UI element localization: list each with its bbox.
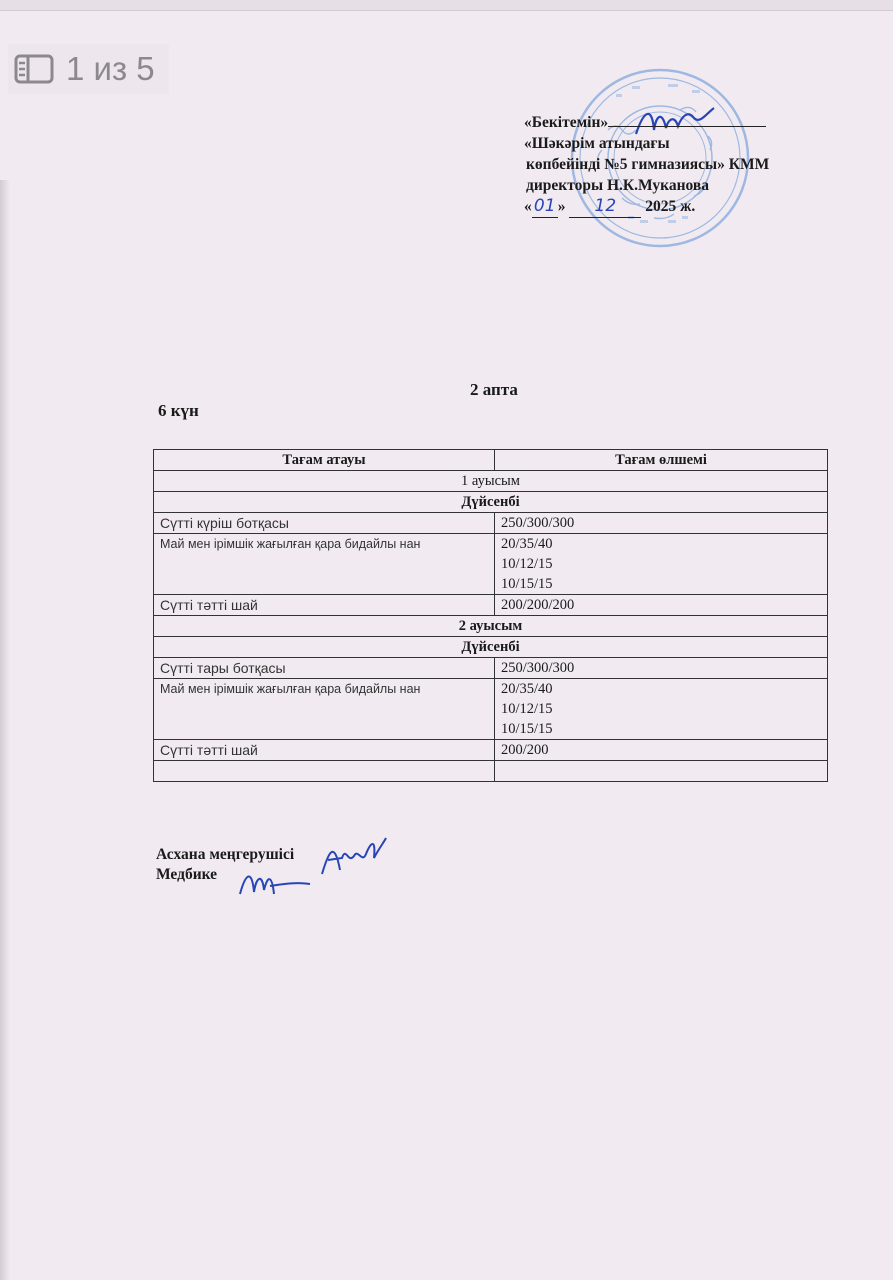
- shift-1-label: 1 ауысым: [154, 471, 828, 492]
- date-month: 12: [569, 196, 641, 218]
- approval-block: [524, 112, 769, 218]
- date-day: 01: [532, 196, 558, 218]
- dish-name: Май мен ірімшік жағылған қара бидайлы нан: [154, 679, 495, 740]
- portion-line: 10/12/15: [501, 556, 553, 572]
- weekday-row: [154, 492, 828, 513]
- portion-line: 10/15/15: [501, 721, 553, 737]
- table-row-empty: [154, 761, 828, 782]
- dish-portion: 250/300/300: [495, 658, 828, 679]
- dish-portion: [495, 534, 828, 595]
- table-row: [154, 658, 828, 679]
- table-row: [154, 534, 828, 595]
- date-quote-open: «: [524, 198, 532, 215]
- empty-cell: [495, 761, 828, 782]
- portion-line: 10/15/15: [501, 576, 553, 592]
- signature-line: [608, 126, 766, 127]
- portion-line: 20/35/40: [501, 681, 553, 697]
- dish-portion: 200/200/200: [495, 595, 828, 616]
- weekday-row: [154, 637, 828, 658]
- menu-table: [153, 449, 828, 782]
- empty-cell: [154, 761, 495, 782]
- shift-2-label: 2 ауысым: [154, 616, 828, 637]
- shift-row: [154, 616, 828, 637]
- portion-line: 20/35/40: [501, 536, 553, 552]
- nurse-signature: [234, 864, 314, 904]
- approval-date: [524, 196, 769, 218]
- dish-name: Сүтті тәтті шай: [154, 740, 495, 761]
- dish-name: Сүтті күріш ботқасы: [154, 513, 495, 534]
- dish-name: Сүтті тәтті шай: [154, 595, 495, 616]
- role-canteen-manager: Асхана меңгерушісі: [156, 846, 295, 863]
- approval-line-4: директоры Н.К.Муканова: [526, 177, 710, 194]
- portion-line: 10/12/15: [501, 701, 553, 717]
- approval-line-1: «Бекітемін»: [524, 114, 609, 131]
- date-quote-close: »: [557, 198, 566, 215]
- dish-portion: 200/200: [495, 740, 828, 761]
- dish-portion: 250/300/300: [495, 513, 828, 534]
- col-header-dish: Тағам атауы: [154, 450, 495, 471]
- approval-line-2: «Шәкәрім атындағы: [524, 135, 670, 152]
- role-nurse: Медбике: [156, 866, 218, 883]
- top-strip: [0, 0, 893, 11]
- table-header-row: [154, 450, 828, 471]
- canteen-manager-signature: [318, 834, 390, 880]
- dish-name: Май мен ірімшік жағылған қара бидайлы нан: [154, 534, 495, 595]
- table-row: [154, 595, 828, 616]
- dish-portion: [495, 679, 828, 740]
- page-indicator[interactable]: [8, 44, 169, 94]
- table-row: [154, 679, 828, 740]
- dish-name: Сүтті тары ботқасы: [154, 658, 495, 679]
- table-row: [154, 740, 828, 761]
- day-title: 6 күн: [158, 401, 199, 420]
- week-title: 2 апта: [470, 380, 518, 399]
- book-pages-icon: [14, 54, 54, 84]
- shift-1-day: Дүйсенбі: [154, 492, 828, 513]
- page-indicator-text: 1 из 5: [66, 50, 155, 87]
- shift-row: [154, 471, 828, 492]
- date-year: 2025 ж.: [645, 198, 696, 215]
- approval-line-3: көпбейінді №5 гимназиясы» КММ: [526, 156, 770, 173]
- col-header-portion: Тағам өлшемі: [495, 450, 828, 471]
- page-edge-shadow: [0, 180, 10, 1280]
- table-row: [154, 513, 828, 534]
- shift-2-day: Дүйсенбі: [154, 637, 828, 658]
